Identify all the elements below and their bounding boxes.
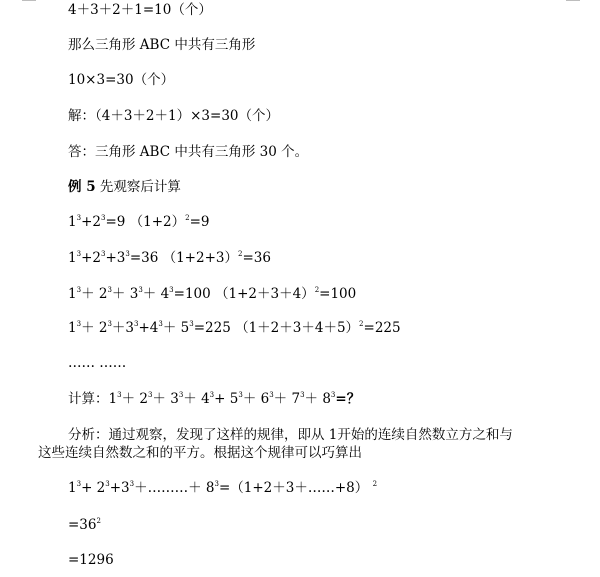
page-corner-mark-left <box>22 0 36 1</box>
text-line: 10×3=30（个） <box>68 72 175 88</box>
formula-line: $1^3+ 2^3+3^3+4^3+ 5^3=225$ $(1+2+3+4+5)^2=225$ <box>68 320 401 336</box>
example-label: 例 5 <box>68 179 96 195</box>
example-heading <box>68 179 181 195</box>
formula-line: $=36^2$ <box>68 517 101 533</box>
result-line: =1296 <box>68 552 114 568</box>
formula-line: $1^3+2^3=9$ $(1+2)^2=9$ <box>68 214 210 230</box>
formula-line: 计算：$1^3+ 2^3+ 3^3+ 4^3+ 5^3+ 6^3+ 7^3+ 8^3=$？ <box>68 391 361 407</box>
text-line: 答：三角形 ABC 中共有三角形 30 个。 <box>68 144 309 160</box>
ellipsis-line: …… …… <box>68 355 127 371</box>
analysis-line-1: 分析：通过观察，发现了这样的规律，即从 1开始的连续自然数立方之和与 <box>68 427 513 443</box>
formula-line: $1^3+2^3+3^3=36$ $(1+2+3)^2=36$ <box>68 250 271 266</box>
text-line: 4＋3＋2＋1=10（个） <box>68 2 212 18</box>
text-line: 解：（4＋3＋2＋1）×3=30（个） <box>68 108 279 124</box>
analysis-line-2: 这些连续自然数之和的平方。根据这个规律可以巧算出 <box>38 445 362 461</box>
example-title: 先观察后计算 <box>95 179 181 195</box>
formula-line: $1^3+$ $2^3+3^3+\dots\dots\dots+$ $8^3=(1+2+3+\dots\dots+8)$ $^2$ <box>68 480 378 496</box>
page-corner-mark-right <box>566 0 580 1</box>
formula-line: $1^3+ 2^3+ 3^3+ 4^3=100$ $(1+2+3+4)^2=100$ <box>68 286 357 302</box>
text-line: 那么三角形 ABC 中共有三角形 <box>68 37 256 53</box>
